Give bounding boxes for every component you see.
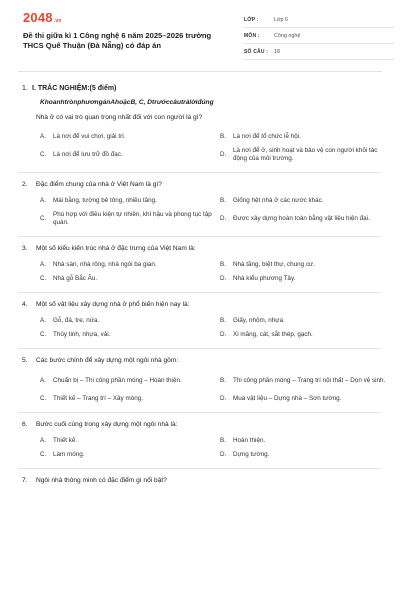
question-stem [18, 356, 380, 365]
option-text: Phù hợp với điều kiện tự nhiên, khí hậu và phong tục tập quán. [53, 210, 212, 226]
option-letter: C. [40, 450, 47, 458]
question-number: 3. [22, 245, 28, 252]
answer-options [18, 130, 380, 166]
option-text: Thiết kế. [53, 436, 78, 444]
option-c[interactable] [40, 392, 212, 406]
exam-meta [244, 12, 394, 60]
question-stem [18, 244, 380, 253]
option-a[interactable] [40, 258, 212, 272]
question-text: Một số vật liệu xây dựng nhà ở phổ biến hiện nay là: [36, 301, 190, 308]
option-letter: D. [220, 330, 227, 338]
question-text: Nhà ở có vai trò quan trọng nhất đối với con người là gì? [36, 114, 203, 121]
option-letter: C. [40, 274, 47, 282]
meta-row-class [244, 12, 394, 28]
option-letter: B. [220, 376, 226, 384]
site-logo[interactable] [23, 10, 62, 25]
option-letter: D. [220, 450, 227, 458]
question-divider [18, 412, 380, 413]
question-divider [18, 236, 380, 237]
option-text: Gỗ, đá, tre, nứa. [53, 316, 100, 324]
meta-row-subject [244, 28, 394, 44]
question-2 [18, 180, 380, 230]
option-letter: B. [220, 316, 226, 324]
option-text: Là nơi để tổ chức lễ hội. [233, 132, 301, 140]
option-text: Mái bằng, tường bê tông, nhiều tầng. [53, 196, 157, 204]
meta-key: MÔN : [244, 32, 260, 39]
question-stem [18, 476, 380, 485]
option-b[interactable] [220, 194, 392, 208]
option-letter: C. [40, 330, 47, 338]
question-7 [18, 476, 380, 485]
question-divider [18, 172, 380, 173]
meta-row-count [244, 44, 394, 60]
question-stem [18, 113, 380, 122]
option-letter: C. [40, 394, 47, 402]
option-letter: A. [40, 376, 46, 384]
option-d[interactable] [220, 328, 392, 342]
meta-value: 18 [274, 48, 280, 55]
option-letter: D. [220, 394, 227, 402]
option-d[interactable] [220, 144, 392, 166]
section-heading [18, 82, 380, 94]
question-number: 7. [22, 477, 28, 484]
option-c[interactable] [40, 272, 212, 286]
question-6 [18, 420, 380, 462]
option-d[interactable] [220, 392, 392, 406]
option-text: Hoàn thiện. [233, 436, 266, 444]
option-d[interactable] [220, 448, 392, 462]
logo-suffix: .vn [53, 18, 62, 24]
section-instruction: KhoanhtrònphươngánAhoặcB, C, Dtrướccâutrảlờiđúng [40, 99, 214, 106]
option-text: Mua vật liệu – Dựng nhà – Sơn tường. [233, 394, 342, 402]
question-number: 4. [22, 301, 28, 308]
option-text: Là nơi để vui chơi, giải trí. [53, 132, 126, 140]
section-title: I. TRẮC NGHIỆM:(5 điểm) [32, 84, 117, 92]
question-number: 5. [22, 357, 28, 364]
option-letter: C. [40, 214, 47, 222]
option-text: Nhà sàn, nhà rông, nhà ngói ba gian. [53, 260, 157, 268]
option-c[interactable] [40, 328, 212, 342]
question-stem [18, 420, 380, 429]
option-d[interactable] [220, 208, 392, 230]
question-divider [18, 348, 380, 349]
option-text: Là nơi để lưu trữ đồ đạc. [53, 150, 123, 158]
question-text: Bước cuối cùng trong xây dựng một ngôi nhà là: [36, 421, 178, 428]
question-stem [18, 180, 380, 189]
option-text: Là nơi để ở, sinh hoạt và bảo vệ con người khỏi tác động của môi trường. [233, 146, 378, 162]
question-divider [18, 468, 380, 469]
option-text: Nhà gỗ Bắc Âu. [53, 274, 98, 282]
question-number: 6. [22, 421, 28, 428]
option-letter: B. [220, 196, 226, 204]
question-text: Một số kiểu kiến trúc nhà ở đặc trưng của Việt Nam là: [36, 245, 196, 252]
page-title: Đề thi giữa kì 1 Công nghệ 6 năm 2025–2026 trường THCS Quế Thuận (Đà Nẵng) có đáp án [23, 31, 212, 50]
option-c[interactable] [40, 144, 212, 166]
option-letter: D. [220, 214, 227, 222]
question-1 [18, 113, 380, 166]
option-c[interactable] [40, 208, 212, 230]
meta-key: SỐ CÂU : [244, 48, 269, 55]
meta-value: Công nghệ [274, 32, 301, 39]
option-text: Dựng tường. [233, 450, 270, 458]
option-letter: D. [220, 150, 227, 158]
option-letter: A. [40, 436, 46, 444]
question-5 [18, 356, 386, 406]
option-text: Giấy, nhôm, nhựa. [233, 316, 285, 324]
option-letter: B. [220, 260, 226, 268]
option-letter: A. [40, 196, 46, 204]
option-letter: A. [40, 260, 46, 268]
logo-text: 2048 [23, 10, 53, 25]
question-number [18, 113, 36, 122]
option-b[interactable] [220, 434, 392, 448]
question-4 [18, 300, 380, 342]
option-letter: A. [40, 132, 46, 140]
option-b[interactable] [220, 314, 392, 328]
meta-key: LỚP : [244, 16, 259, 23]
option-text: Làm móng. [53, 450, 85, 458]
answer-options [18, 314, 380, 342]
answer-options [18, 194, 380, 230]
option-a[interactable] [40, 434, 212, 448]
option-text: Giống hệt nhà ở các nước khác. [233, 196, 324, 204]
option-text: Thiết kế – Trang trí – Xây móng. [53, 394, 143, 402]
option-text: Thủy tinh, nhựa, vải. [53, 330, 111, 338]
question-text: Các bước chính để xây dựng một ngôi nhà gồm: [36, 357, 179, 364]
question-text: Ngôi nhà thông minh có đặc điểm gì nổi bật? [36, 477, 167, 484]
answer-options [18, 258, 380, 286]
option-a[interactable] [40, 314, 212, 328]
meta-value: Lớp 6 [274, 16, 289, 23]
option-a[interactable] [40, 130, 212, 144]
option-a[interactable] [40, 194, 212, 208]
option-d[interactable] [220, 272, 392, 286]
page-header [18, 0, 382, 72]
option-c[interactable] [40, 448, 212, 462]
option-b[interactable] [220, 130, 392, 144]
option-text: Được xây dựng hoàn toàn bằng vật liệu hiện đại. [233, 214, 370, 222]
option-text: Xi măng, cát, sắt thép, gạch. [233, 330, 313, 338]
option-text: Nhà kiểu phương Tây. [233, 274, 296, 282]
section-number: 1. [22, 84, 28, 92]
exam-content [18, 82, 386, 485]
option-letter: D. [220, 274, 227, 282]
option-letter: B. [220, 436, 226, 444]
question-text: Đặc điểm chung của nhà ở Việt Nam là gì? [36, 181, 162, 188]
option-b[interactable] [220, 258, 392, 272]
option-text: Nhà tầng, biệt thự, chung cư. [233, 260, 315, 268]
option-letter: B. [220, 132, 226, 140]
answer-options [18, 370, 386, 406]
question-3 [18, 244, 380, 286]
option-letter: C. [40, 150, 47, 158]
question-number: 2. [22, 181, 28, 188]
question-stem [18, 300, 380, 309]
answer-options [18, 434, 380, 462]
option-a[interactable] [40, 370, 212, 392]
option-text: Thi công phần móng – Trang trí nội thất – Dọn vệ sinh. [233, 376, 386, 384]
option-text: Chuẩn bị – Thi công phần móng – Hoàn thiện. [53, 376, 182, 384]
question-divider [18, 292, 380, 293]
option-letter: A. [40, 316, 46, 324]
option-b[interactable] [220, 370, 392, 392]
